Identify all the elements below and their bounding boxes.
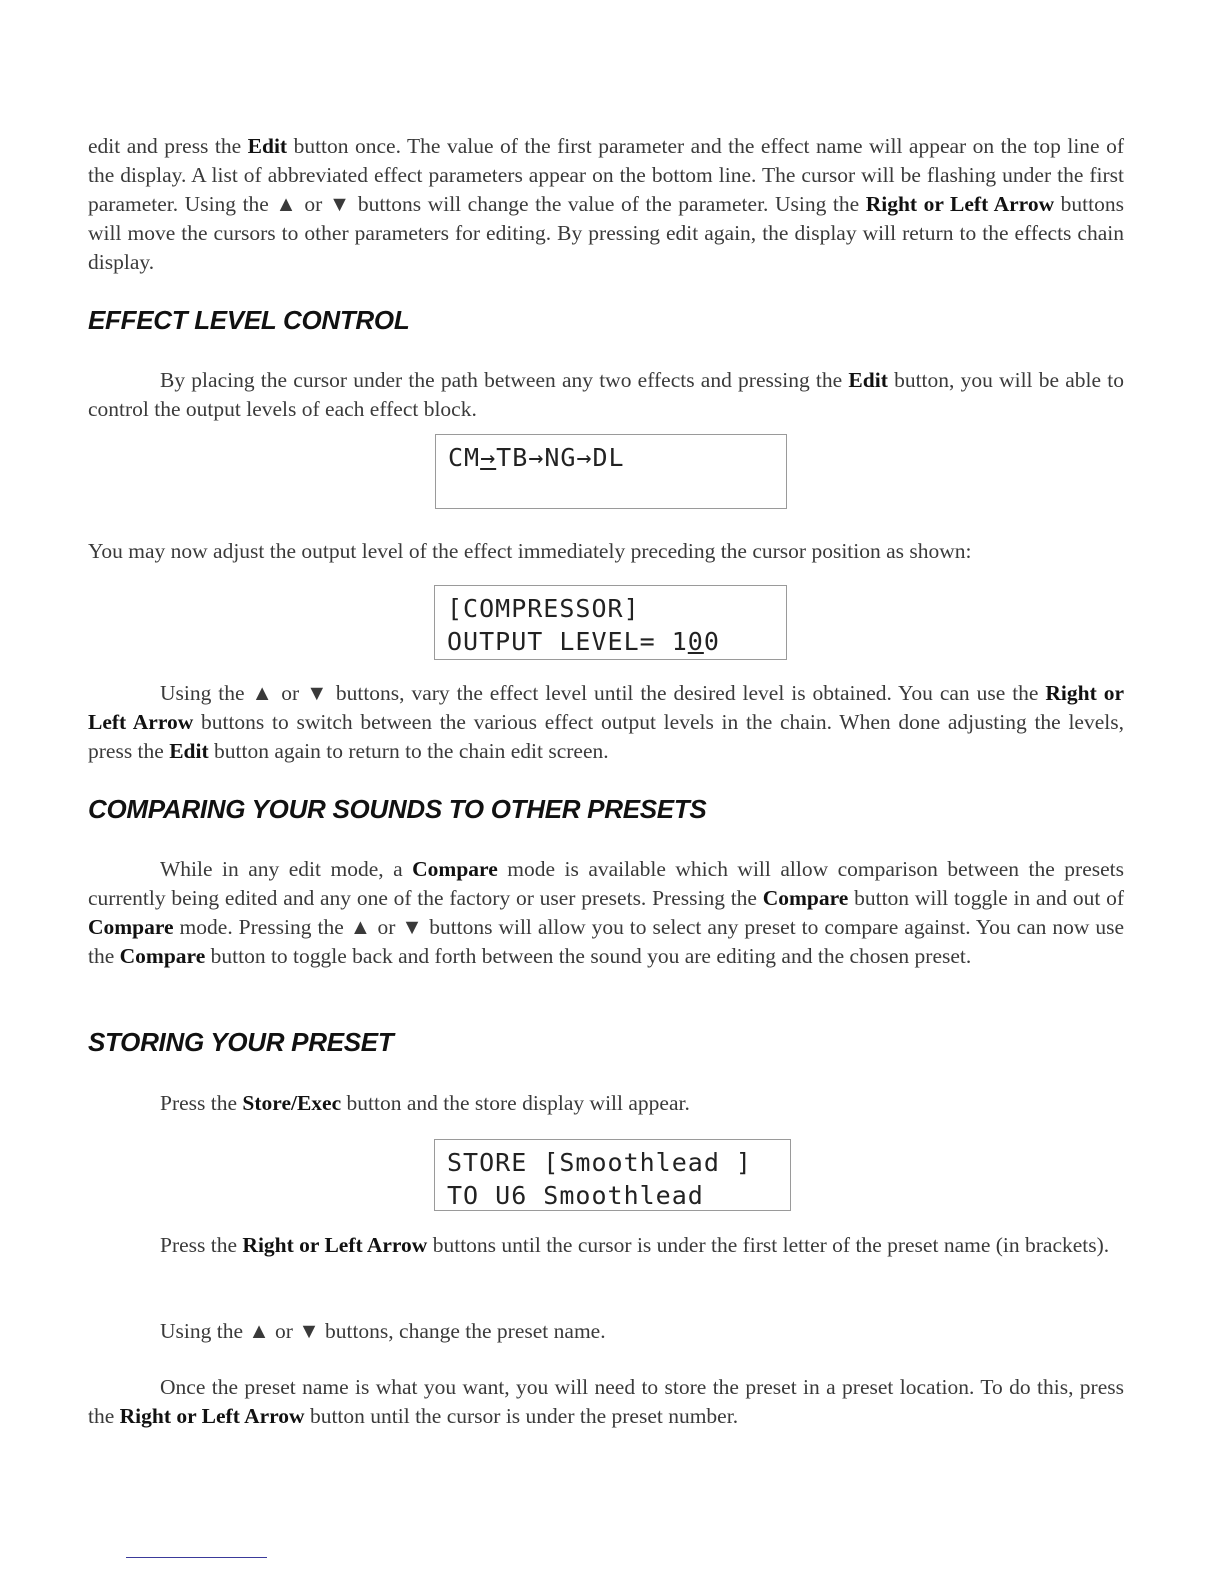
bold-term: Store/Exec (242, 1091, 342, 1115)
text: button will toggle in and out of (848, 886, 1124, 910)
lcd-line: [COMPRESSOR] (447, 594, 640, 623)
text: Using the ▲ or ▼ buttons, vary the effect level until the desired level is obtained. You can use the (160, 681, 1046, 705)
text: Press the (160, 1091, 243, 1115)
lcd-display-chain (435, 434, 787, 509)
text: button once. The value of the first parameter and the effect name will appear on the top line of the display. A list of abbreviated effect parameters appear on the bottom line. The cursor will be flashing under the first parameter. Using the ▲ or ▼ buttons will change the value of the parameter. Using the (88, 134, 1124, 216)
lcd-text: 0 (703, 627, 720, 656)
paragraph-arrow-name (88, 1231, 1124, 1260)
paragraph-store-location (88, 1373, 1124, 1431)
bold-term: Compare (762, 886, 849, 910)
text: While in any edit mode, a (160, 857, 413, 881)
heading-storing-preset: STORING YOUR PRESET (88, 1027, 394, 1057)
bold-term: Edit (247, 134, 288, 158)
paragraph-change-name: Using the ▲ or ▼ buttons, change the preset name. (160, 1319, 606, 1343)
bold-term: Edit (169, 739, 209, 763)
paragraph-compare-mode (88, 855, 1124, 971)
heading-comparing-sounds: COMPARING YOUR SOUNDS TO OTHER PRESETS (88, 794, 707, 824)
text: button, you will be able to control the output levels of each effect block. (88, 368, 1124, 421)
text: button to toggle back and forth between the sound you are editing and the chosen preset. (205, 944, 972, 968)
bold-term: Right or Left Arrow (242, 1233, 428, 1257)
lcd-display-store (434, 1139, 791, 1211)
bold-term: Right or Left Arrow (119, 1404, 305, 1428)
lcd-text: CM (448, 443, 481, 472)
paragraph-effect-level (88, 366, 1124, 424)
footer-rule (126, 1557, 267, 1558)
paragraph-adjust-output: You may now adjust the output level of the effect immediately preceding the cursor position as shown: (88, 539, 972, 563)
text: mode. Pressing the ▲ or ▼ buttons will allow you to select any preset to compare against. You can now use the (88, 915, 1124, 968)
text: buttons will move the cursors to other parameters for editing. By pressing edit again, the display will return to the effects chain display. (88, 192, 1124, 274)
text: edit and press the (88, 134, 248, 158)
lcd-line (447, 625, 774, 658)
lcd-line: TO U6 Smoothlead (447, 1181, 704, 1210)
lcd-text: OUTPUT LEVEL= 1 (447, 627, 688, 656)
paragraph-vary-level (88, 679, 1124, 766)
text: Press the (160, 1233, 243, 1257)
text: mode is available which will allow comparison between the presets currently being edited and any one of the factory or user presets. Pressing the (88, 857, 1124, 910)
lcd-cursor: 0 (687, 627, 704, 656)
text: button again to return to the chain edit screen. (208, 739, 609, 763)
bold-term: Right or Left Arrow (88, 681, 1124, 734)
bold-term: Right or Left Arrow (865, 192, 1055, 216)
lcd-line: STORE [Smoothlead ] (447, 1148, 752, 1177)
bold-term: Compare (412, 857, 498, 881)
lcd-display-compressor (434, 585, 787, 660)
text: buttons to switch between the various effect output levels in the chain. When done adjusting the levels, press the (88, 710, 1124, 763)
bold-term: Edit (848, 368, 888, 392)
text: button until the cursor is under the preset number. (304, 1404, 739, 1428)
text: Once the preset name is what you want, you will need to store the preset in a preset location. To do this, press the (88, 1375, 1124, 1428)
text: button and the store display will appear. (341, 1091, 690, 1115)
paragraph-store-exec (88, 1089, 1124, 1118)
text: By placing the cursor under the path between any two effects and pressing the (160, 368, 849, 392)
lcd-line (448, 441, 774, 474)
lcd-cursor: → (480, 443, 497, 472)
heading-effect-level-control: EFFECT LEVEL CONTROL (88, 305, 410, 335)
lcd-text: TB→NG→DL (496, 443, 625, 472)
text: buttons until the cursor is under the first letter of the preset name (in brackets). (427, 1233, 1110, 1257)
paragraph-edit-intro (88, 132, 1124, 277)
bold-term: Compare (119, 944, 206, 968)
bold-term: Compare (88, 915, 174, 939)
